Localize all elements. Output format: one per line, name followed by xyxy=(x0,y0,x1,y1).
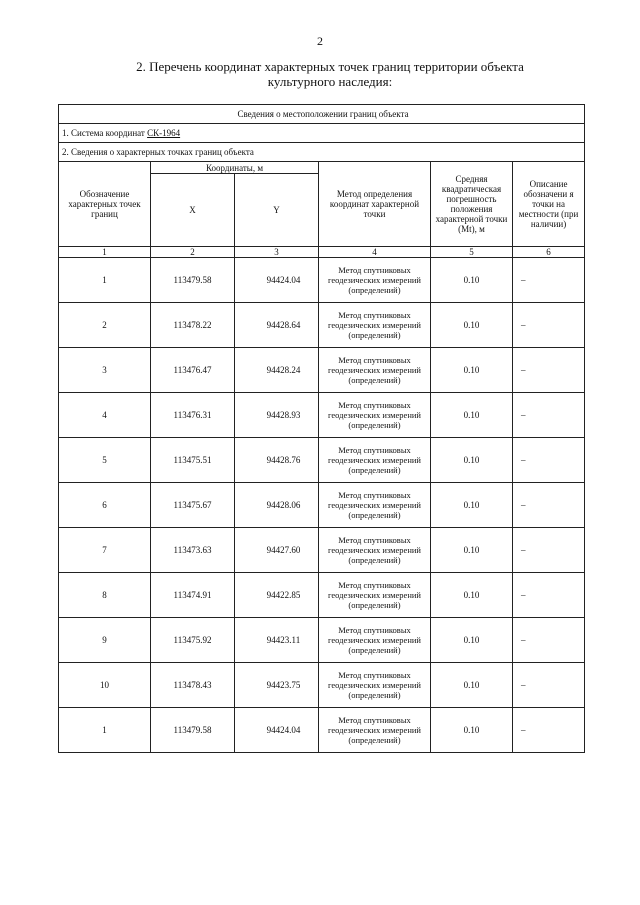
method-cell: Метод спутниковых геодезических измерений (определений) xyxy=(319,618,431,663)
table-row xyxy=(59,663,585,708)
method-cell: Метод спутниковых геодезических измерений (определений) xyxy=(319,528,431,573)
y-cell: 94427.60 xyxy=(235,528,319,573)
coordinates-table-body xyxy=(59,105,585,753)
column-header-point: Обозначение характерных точек границ xyxy=(59,162,151,247)
x-cell: 113475.67 xyxy=(151,483,235,528)
column-number: 1 xyxy=(59,247,151,258)
x-cell: 113478.22 xyxy=(151,303,235,348)
description-cell: – xyxy=(513,708,585,753)
column-header-x: X xyxy=(151,174,235,247)
column-header-method: Метод определения координат характерной точки xyxy=(319,162,431,247)
point-cell: 3 xyxy=(59,348,151,393)
table-row xyxy=(59,303,585,348)
table-header-main: Сведения о местоположении границ объекта xyxy=(59,105,585,124)
x-cell: 113476.31 xyxy=(151,393,235,438)
method-cell: Метод спутниковых геодезических измерений (определений) xyxy=(319,483,431,528)
coordinate-system-value: СК-1964 xyxy=(147,128,181,138)
y-cell: 94424.04 xyxy=(235,258,319,303)
y-cell: 94428.64 xyxy=(235,303,319,348)
y-cell: 94423.11 xyxy=(235,618,319,663)
description-cell: – xyxy=(513,258,585,303)
y-cell: 94428.76 xyxy=(235,438,319,483)
table-row xyxy=(59,393,585,438)
description-cell: – xyxy=(513,573,585,618)
error-cell: 0.10 xyxy=(431,618,513,663)
x-cell: 113479.58 xyxy=(151,258,235,303)
method-cell: Метод спутниковых геодезических измерений (определений) xyxy=(319,438,431,483)
description-cell: – xyxy=(513,528,585,573)
point-cell: 7 xyxy=(59,528,151,573)
description-cell: – xyxy=(513,393,585,438)
x-cell: 113478.43 xyxy=(151,663,235,708)
method-cell: Метод спутниковых геодезических измерений (определений) xyxy=(319,393,431,438)
x-cell: 113479.58 xyxy=(151,708,235,753)
method-cell: Метод спутниковых геодезических измерений (определений) xyxy=(319,573,431,618)
column-header-coordinates: Координаты, м xyxy=(151,162,319,174)
x-cell: 113473.63 xyxy=(151,528,235,573)
y-cell: 94428.24 xyxy=(235,348,319,393)
description-cell: – xyxy=(513,618,585,663)
method-cell: Метод спутниковых геодезических измерений (определений) xyxy=(319,303,431,348)
error-cell: 0.10 xyxy=(431,393,513,438)
table-row xyxy=(59,258,585,303)
point-cell: 2 xyxy=(59,303,151,348)
description-cell: – xyxy=(513,663,585,708)
x-cell: 113475.51 xyxy=(151,438,235,483)
error-cell: 0.10 xyxy=(431,303,513,348)
table-row xyxy=(59,708,585,753)
error-cell: 0.10 xyxy=(431,438,513,483)
point-cell: 10 xyxy=(59,663,151,708)
coordinate-system-row xyxy=(59,124,585,143)
column-number: 4 xyxy=(319,247,431,258)
point-cell: 1 xyxy=(59,258,151,303)
point-cell: 1 xyxy=(59,708,151,753)
points-section-label: 2. Сведения о характерных точках границ объекта xyxy=(59,143,585,162)
description-cell: – xyxy=(513,348,585,393)
error-cell: 0.10 xyxy=(431,348,513,393)
page-number: 2 xyxy=(317,34,323,48)
point-cell: 9 xyxy=(59,618,151,663)
x-cell: 113475.92 xyxy=(151,618,235,663)
column-number: 6 xyxy=(513,247,585,258)
table-row xyxy=(59,528,585,573)
page-title: 2. Перечень координат характерных точек границ территории объекта культурного наследия: xyxy=(136,59,524,89)
table-row xyxy=(59,348,585,393)
error-cell: 0.10 xyxy=(431,483,513,528)
error-cell: 0.10 xyxy=(431,528,513,573)
point-cell: 4 xyxy=(59,393,151,438)
method-cell: Метод спутниковых геодезических измерений (определений) xyxy=(319,663,431,708)
table-row xyxy=(59,618,585,663)
point-cell: 6 xyxy=(59,483,151,528)
method-cell: Метод спутниковых геодезических измерений (определений) xyxy=(319,258,431,303)
x-cell: 113476.47 xyxy=(151,348,235,393)
method-cell: Метод спутниковых геодезических измерений (определений) xyxy=(319,348,431,393)
y-cell: 94423.75 xyxy=(235,663,319,708)
table-row xyxy=(59,438,585,483)
error-cell: 0.10 xyxy=(431,258,513,303)
error-cell: 0.10 xyxy=(431,663,513,708)
column-number: 2 xyxy=(151,247,235,258)
table-row xyxy=(59,573,585,618)
column-number: 3 xyxy=(235,247,319,258)
method-cell: Метод спутниковых геодезических измерений (определений) xyxy=(319,708,431,753)
description-cell: – xyxy=(513,438,585,483)
column-number: 5 xyxy=(431,247,513,258)
column-header-description: Описание обозначени я точки на местности (при наличии) xyxy=(513,162,585,247)
column-header-error: Средняя квадратическая погрешность положения характерной точки (Mt), м xyxy=(431,162,513,247)
description-cell: – xyxy=(513,483,585,528)
coordinates-table xyxy=(58,104,585,753)
x-cell: 113474.91 xyxy=(151,573,235,618)
description-cell: – xyxy=(513,303,585,348)
y-cell: 94424.04 xyxy=(235,708,319,753)
error-cell: 0.10 xyxy=(431,573,513,618)
column-header-y: Y xyxy=(235,174,319,247)
y-cell: 94428.06 xyxy=(235,483,319,528)
y-cell: 94422.85 xyxy=(235,573,319,618)
table-row xyxy=(59,483,585,528)
error-cell: 0.10 xyxy=(431,708,513,753)
point-cell: 8 xyxy=(59,573,151,618)
point-cell: 5 xyxy=(59,438,151,483)
coordinate-system-label: 1. Система координат xyxy=(62,128,145,138)
y-cell: 94428.93 xyxy=(235,393,319,438)
